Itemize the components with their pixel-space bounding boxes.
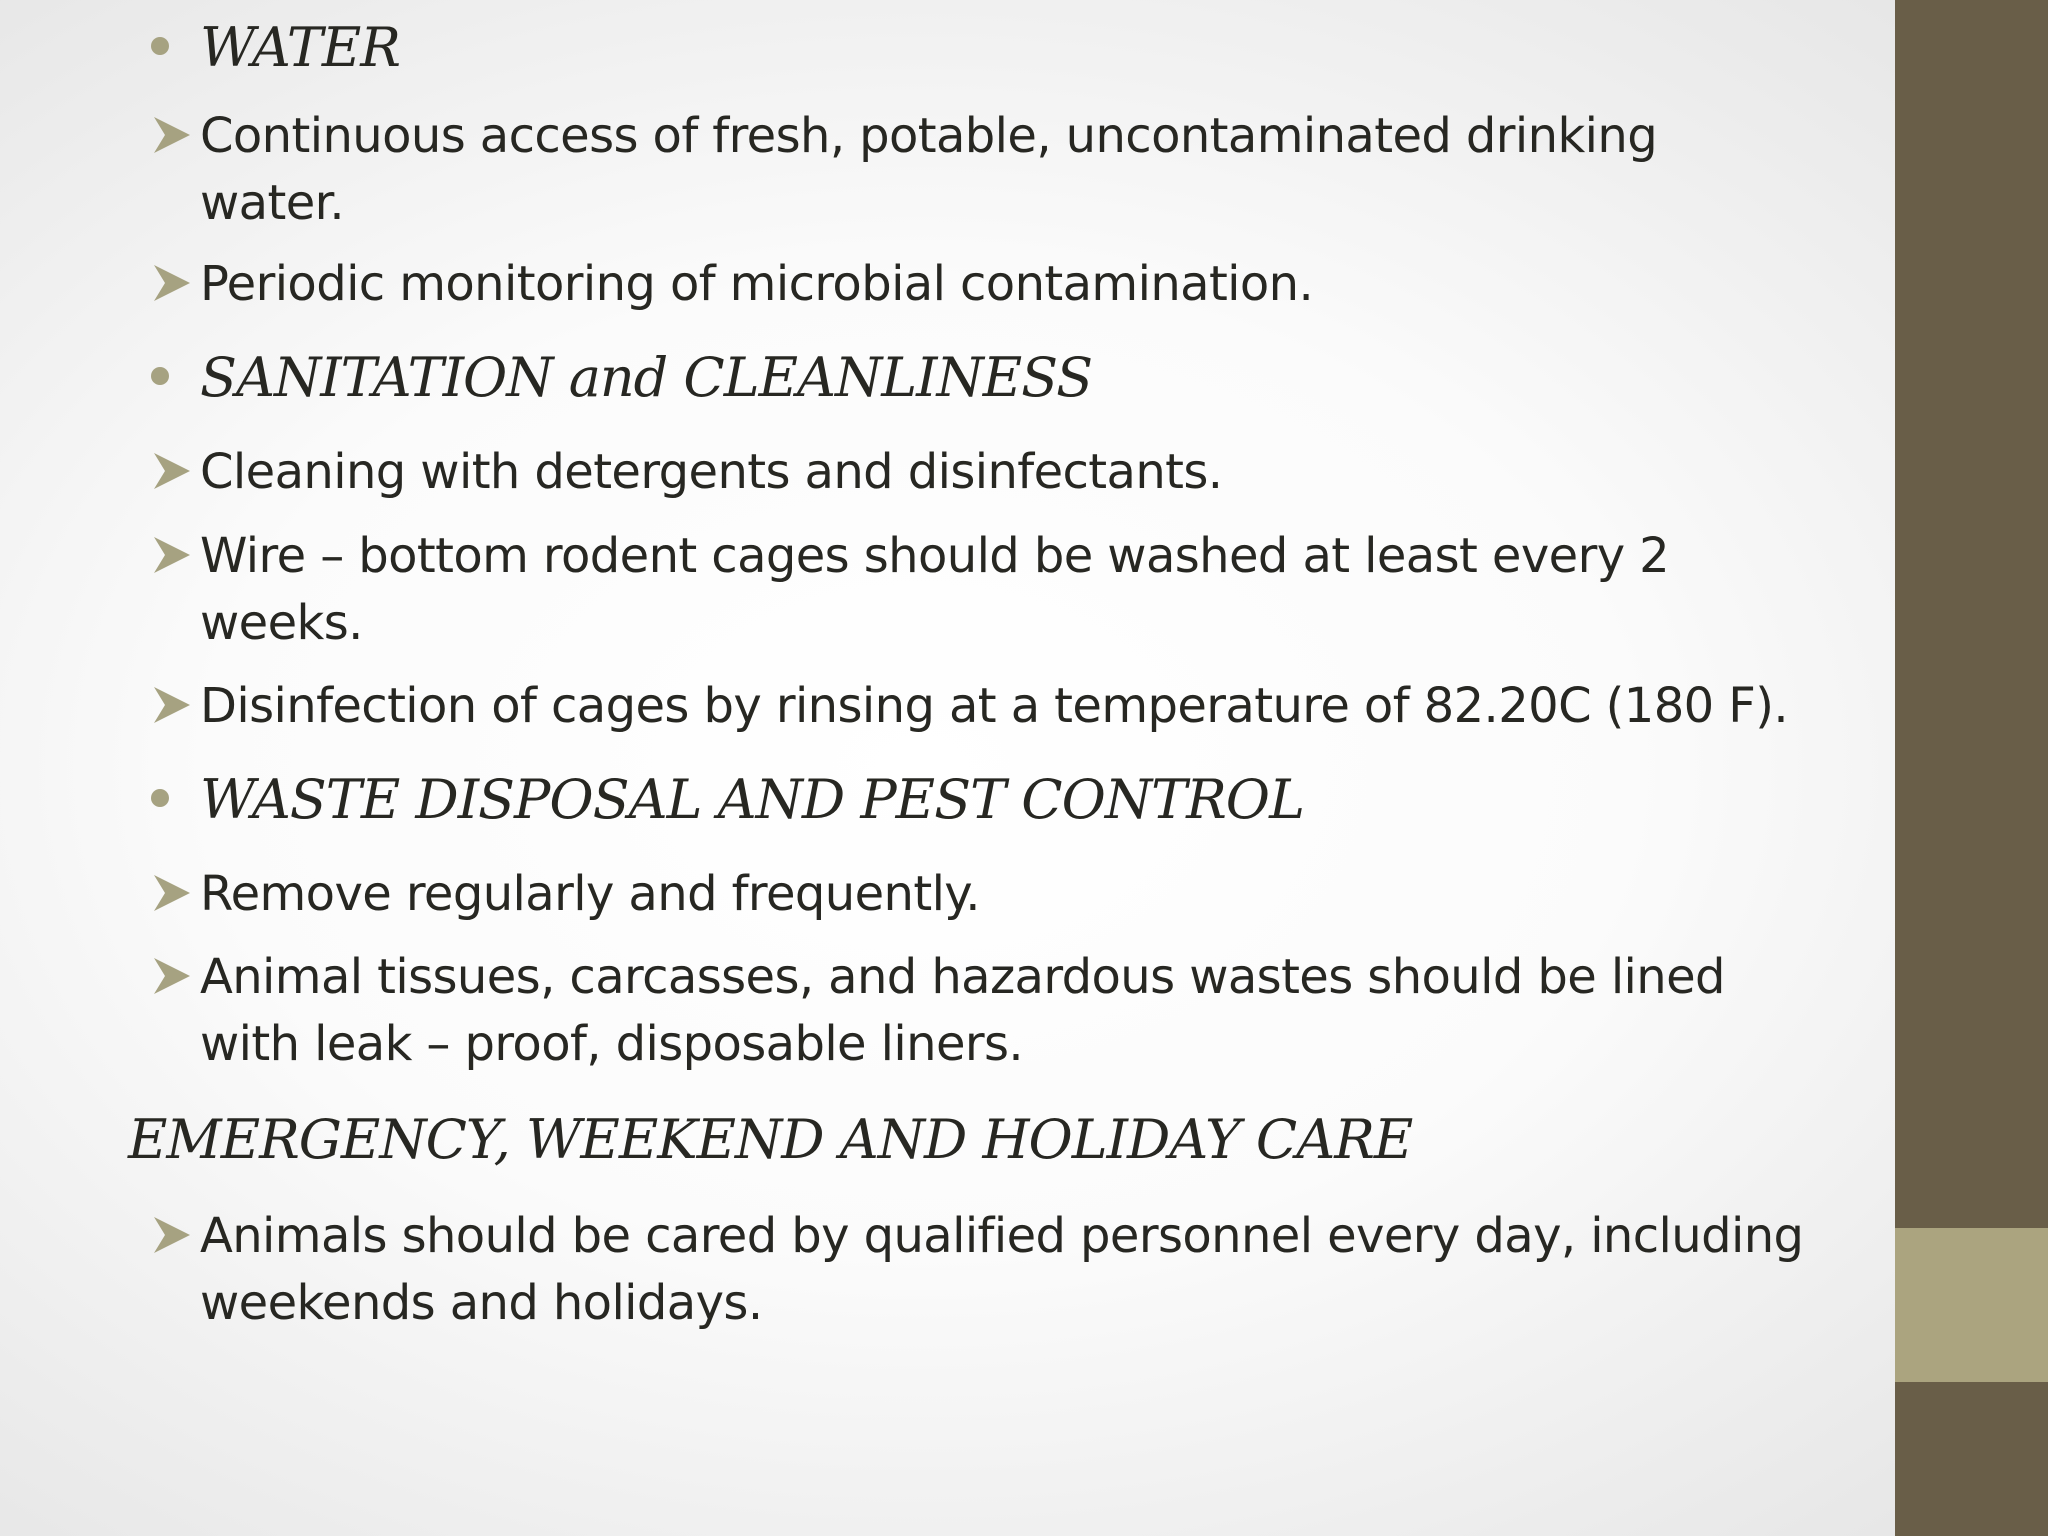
- arrow-bullet-icon: [152, 685, 192, 725]
- bullet-text: Animals should be cared by qualified personnel every day, including: [200, 1208, 1804, 1264]
- arrow-bullet-icon: [152, 873, 192, 913]
- section-heading-emergency-care: EMERGENCY, WEEKEND AND HOLIDAY CARE: [128, 1108, 1413, 1171]
- section-heading-water: WATER: [200, 16, 400, 79]
- arrow-bullet-icon: [152, 115, 192, 155]
- bullet-text: Cleaning with detergents and disinfectants.: [200, 444, 1223, 500]
- bullet-dot-icon: [151, 37, 169, 55]
- bullet-text-continuation: weeks.: [200, 595, 363, 651]
- bullet-text-continuation: with leak – proof, disposable liners.: [200, 1016, 1024, 1072]
- bullet-dot-icon: [151, 367, 169, 385]
- section-heading-sanitation: SANITATION and CLEANLINESS: [200, 346, 1093, 409]
- bullet-text: Disinfection of cages by rinsing at a temperature of 82.20C (180 F).: [200, 678, 1789, 734]
- bullet-text: Continuous access of fresh, potable, uncontaminated drinking: [200, 108, 1658, 164]
- arrow-bullet-icon: [152, 451, 192, 491]
- bullet-dot-icon: [151, 789, 169, 807]
- arrow-bullet-icon: [152, 1215, 192, 1255]
- bullet-text-continuation: weekends and holidays.: [200, 1275, 763, 1331]
- bullet-text: Wire – bottom rodent cages should be washed at least every 2: [200, 528, 1670, 584]
- arrow-bullet-icon: [152, 263, 192, 303]
- section-heading-waste-disposal: WASTE DISPOSAL AND PEST CONTROL: [200, 768, 1304, 831]
- arrow-bullet-icon: [152, 535, 192, 575]
- bullet-text: Animal tissues, carcasses, and hazardous wastes should be lined: [200, 949, 1725, 1005]
- bullet-text-continuation: water.: [200, 175, 345, 231]
- bullet-text: Remove regularly and frequently.: [200, 866, 980, 922]
- arrow-bullet-icon: [152, 956, 192, 996]
- bullet-text: Periodic monitoring of microbial contamination.: [200, 256, 1314, 312]
